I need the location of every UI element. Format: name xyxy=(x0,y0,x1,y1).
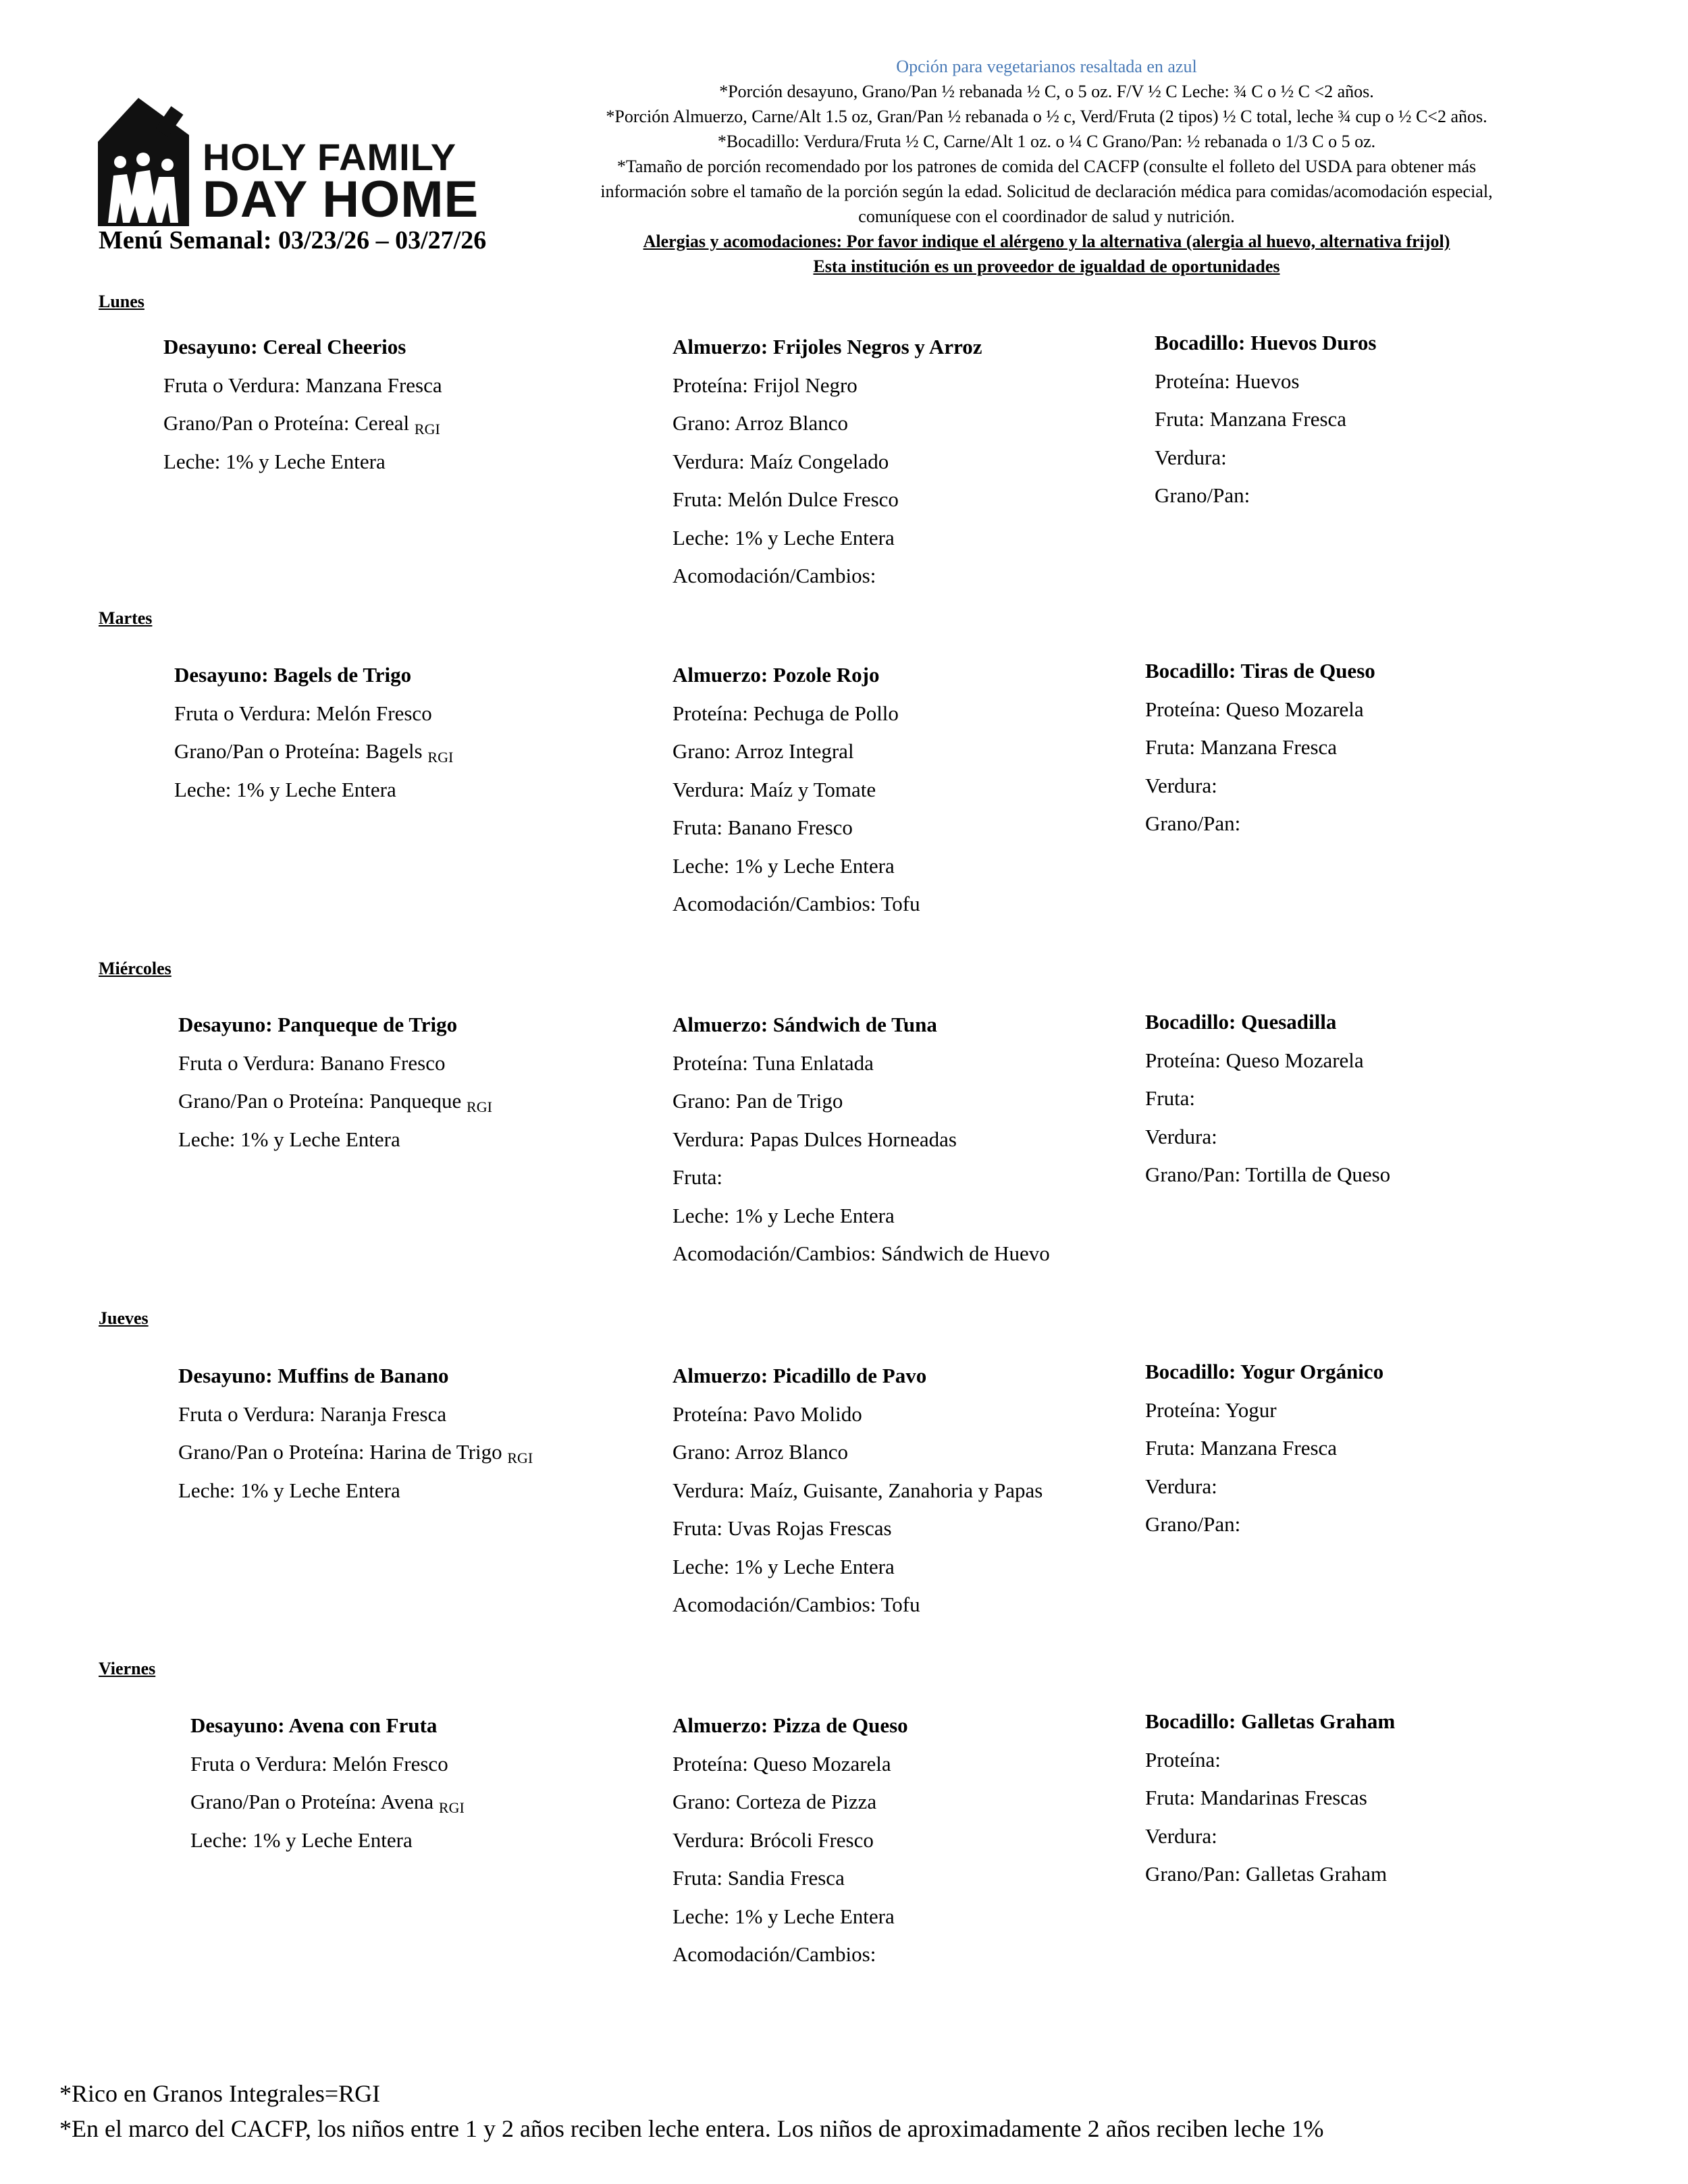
day-label-lunes: Lunes xyxy=(99,292,144,311)
breakfast-title: Desayuno: Cereal Cheerios xyxy=(163,335,406,358)
snack-protein: Proteína: Queso Mozarela xyxy=(1145,1048,1364,1072)
breakfast-milk: Leche: 1% y Leche Entera xyxy=(174,777,396,801)
vegetarian-note: Opción para vegetarianos resaltada en azul xyxy=(896,57,1197,76)
snack-title: Bocadillo: Huevos Duros xyxy=(1155,331,1377,354)
lunch-fruit: Fruta: xyxy=(672,1165,723,1189)
lunch-protein: Proteína: Pavo Molido xyxy=(672,1402,862,1426)
snack-fruit: Fruta: Manzana Fresca xyxy=(1145,1436,1338,1460)
snack-protein: Proteína: Queso Mozarela xyxy=(1145,697,1364,721)
footer-notes xyxy=(59,2076,1323,2146)
snack-grain: Grano/Pan: xyxy=(1145,811,1241,835)
lunch-accommodation: Acomodación/Cambios: xyxy=(672,1942,876,1966)
snack-martes xyxy=(1145,652,1375,843)
lunch-fruit: Fruta: Sandia Fresca xyxy=(672,1866,845,1890)
lunch-milk: Leche: 1% y Leche Entera xyxy=(672,853,895,878)
breakfast-milk: Leche: 1% y Leche Entera xyxy=(163,449,386,473)
lunch-title: Almuerzo: Sándwich de Tuna xyxy=(672,1013,937,1036)
logo-line-2: DAY HOME xyxy=(203,171,479,228)
lunch-milk: Leche: 1% y Leche Entera xyxy=(672,1554,895,1578)
snack-jueves xyxy=(1145,1353,1383,1544)
lunch-vegetable: Verdura: Maíz Congelado xyxy=(672,449,889,473)
lunch-miercoles xyxy=(672,1006,1050,1273)
snack-fruit: Fruta: xyxy=(1145,1086,1196,1110)
lunch-milk: Leche: 1% y Leche Entera xyxy=(672,525,895,550)
lunch-title: Almuerzo: Pizza de Queso xyxy=(672,1713,908,1737)
lunch-protein: Proteína: Tuna Enlatada xyxy=(672,1050,874,1075)
lunch-fruit: Fruta: Melón Dulce Fresco xyxy=(672,487,899,511)
snack-fruit: Fruta: Mandarinas Frescas xyxy=(1145,1786,1367,1809)
day-label-viernes: Viernes xyxy=(99,1659,156,1678)
snack-vegetable: Verdura: xyxy=(1145,1474,1217,1498)
lunch-grain: Grano: Arroz Blanco xyxy=(672,411,848,435)
day-label-jueves: Jueves xyxy=(99,1308,149,1328)
rgi-tag: RGI xyxy=(414,421,440,437)
breakfast-grain: Grano/Pan o Proteína: Bagels $_{RGI}$ xyxy=(174,739,454,766)
lunch-grain: Grano: Pan de Trigo xyxy=(672,1089,843,1113)
breakfast-title: Desayuno: Avena con Fruta xyxy=(190,1713,438,1737)
snack-viernes xyxy=(1145,1703,1395,1894)
day-label-martes: Martes xyxy=(99,608,153,628)
snack-vegetable: Verdura: xyxy=(1145,1124,1217,1148)
breakfast-title: Desayuno: Muffins de Banano xyxy=(178,1364,449,1387)
portion-info-line-1: *Tamaño de porción recomendado por los patrones de comida del CACFP (consulte el folleto del USDA para obtener más xyxy=(616,157,1477,176)
portion-info-line-3: comuníquese con el coordinador de salud y nutrición. xyxy=(858,207,1235,226)
breakfast-fruit: Fruta o Verdura: Manzana Fresca xyxy=(163,373,442,397)
snack-title: Bocadillo: Tiras de Queso xyxy=(1145,659,1375,683)
lunch-title: Almuerzo: Frijoles Negros y Arroz xyxy=(672,335,982,358)
lunch-fruit: Fruta: Banano Fresco xyxy=(672,816,853,839)
snack-protein: Proteína: Huevos xyxy=(1155,369,1300,393)
breakfast-fruit: Fruta o Verdura: Melón Fresco xyxy=(174,701,432,725)
breakfast-fruit: Fruta o Verdura: Naranja Fresca xyxy=(178,1402,447,1426)
lunch-accommodation: Acomodación/Cambios: Tofu xyxy=(672,892,920,915)
logo xyxy=(95,95,479,230)
breakfast-title: Desayuno: Panqueque de Trigo xyxy=(178,1013,458,1036)
lunch-grain: Grano: Arroz Blanco xyxy=(672,1440,848,1464)
logo-line-1: HOLY FAMILY xyxy=(203,136,457,178)
snack-title: Bocadillo: Quesadilla xyxy=(1145,1010,1337,1034)
breakfast-grain: Grano/Pan o Proteína: Panqueque $_{RGI}$ xyxy=(178,1089,492,1115)
lunch-milk: Leche: 1% y Leche Entera xyxy=(672,1904,895,1928)
snack-title: Bocadillo: Yogur Orgánico xyxy=(1145,1360,1384,1383)
lunch-title: Almuerzo: Picadillo de Pavo xyxy=(672,1364,927,1387)
snack-fruit: Fruta: Manzana Fresca xyxy=(1155,407,1347,431)
lunch-accommodation: Acomodación/Cambios: xyxy=(672,564,876,587)
breakfast-miercoles xyxy=(178,1006,492,1158)
breakfast-milk: Leche: 1% y Leche Entera xyxy=(178,1478,400,1502)
snack-grain: Grano/Pan: Tortilla de Queso xyxy=(1145,1163,1391,1186)
lunch-portion-note: *Porción Almuerzo, Carne/Alt 1.5 oz, Gran/Pan ½ rebanada o ½ c, Verd/Fruta (2 tipos) ½ C total, leche ¾ cup o ½ C<2 años. xyxy=(606,107,1487,126)
snack-fruit: Fruta: Manzana Fresca xyxy=(1145,735,1338,759)
snack-vegetable: Verdura: xyxy=(1145,773,1217,797)
snack-lunes xyxy=(1155,324,1376,515)
lunch-protein: Proteína: Frijol Negro xyxy=(672,373,858,397)
lunch-lunes xyxy=(672,328,982,595)
equal-opportunity-note: Esta institución es un proveedor de igualdad de oportunidades xyxy=(813,257,1280,276)
lunch-viernes xyxy=(672,1707,908,1974)
snack-grain: Grano/Pan: xyxy=(1155,483,1250,507)
snack-portion-note: *Bocadillo: Verdura/Fruta ½ C, Carne/Alt 1 oz. o ¼ C Grano/Pan: ½ rebanada o 1/3 C o 5 oz. xyxy=(717,132,1376,151)
rgi-tag: RGI xyxy=(427,749,454,766)
lunch-jueves xyxy=(672,1357,1043,1624)
lunch-accommodation: Acomodación/Cambios: Sándwich de Huevo xyxy=(672,1242,1050,1265)
week-title: Menú Semanal: 03/23/26 – 03/27/26 xyxy=(99,226,487,255)
snack-vegetable: Verdura: xyxy=(1155,445,1227,469)
snack-vegetable: Verdura: xyxy=(1145,1823,1217,1848)
breakfast-lunes xyxy=(163,328,442,481)
breakfast-portion-note: *Porción desayuno, Grano/Pan ½ rebanada ½ C, o 5 oz. F/V ½ C Leche: ¾ C o ½ C <2 años. xyxy=(719,82,1374,101)
lunch-vegetable: Verdura: Maíz y Tomate xyxy=(672,777,876,801)
lunch-title: Almuerzo: Pozole Rojo xyxy=(672,663,880,687)
breakfast-fruit: Fruta o Verdura: Banano Fresco xyxy=(178,1050,446,1075)
breakfast-grain: Grano/Pan o Proteína: Avena $_{RGI}$ xyxy=(190,1790,465,1816)
breakfast-title: Desayuno: Bagels de Trigo xyxy=(174,663,412,687)
snack-title: Bocadillo: Galletas Graham xyxy=(1145,1709,1396,1733)
header-notes xyxy=(527,54,1566,279)
lunch-martes xyxy=(672,656,920,924)
lunch-grain: Grano: Corteza de Pizza xyxy=(672,1790,877,1813)
lunch-vegetable: Verdura: Brócoli Fresco xyxy=(672,1828,874,1852)
lunch-fruit: Fruta: Uvas Rojas Frescas xyxy=(672,1516,892,1540)
breakfast-grain: Grano/Pan o Proteína: Harina de Trigo $_{RGI}$ xyxy=(178,1440,533,1466)
breakfast-milk: Leche: 1% y Leche Entera xyxy=(178,1127,400,1151)
rgi-tag: RGI xyxy=(507,1449,533,1466)
breakfast-viernes xyxy=(190,1707,465,1859)
lunch-protein: Proteína: Pechuga de Pollo xyxy=(672,701,899,725)
rgi-note: *Rico en Granos Integrales=RGI xyxy=(59,2080,381,2107)
lunch-vegetable: Verdura: Papas Dulces Horneadas xyxy=(672,1127,957,1151)
lunch-accommodation: Acomodación/Cambios: Tofu xyxy=(672,1593,920,1616)
lunch-vegetable: Verdura: Maíz, Guisante, Zanahoria y Papas xyxy=(672,1478,1043,1502)
snack-protein: Proteína: xyxy=(1145,1747,1221,1772)
snack-protein: Proteína: Yogur xyxy=(1145,1397,1277,1422)
breakfast-jueves xyxy=(178,1357,533,1510)
rgi-tag: RGI xyxy=(438,1799,465,1816)
breakfast-martes xyxy=(174,656,453,809)
breakfast-milk: Leche: 1% y Leche Entera xyxy=(190,1828,413,1852)
rgi-tag: RGI xyxy=(467,1098,492,1115)
portion-info-line-2: información sobre el tamaño de la porción según la edad. Solicitud de declaración médica para comidas/acomodación especial, xyxy=(600,182,1493,201)
allergies-note: Alergias y acomodaciones: Por favor indique el alérgeno y la alternativa (alergia al huevo, alternativa frijol) xyxy=(643,232,1450,251)
breakfast-grain: Grano/Pan o Proteína: Cereal $_{RGI}$ xyxy=(163,411,440,437)
lunch-grain: Grano: Arroz Integral xyxy=(672,739,854,763)
snack-grain: Grano/Pan: xyxy=(1145,1512,1241,1536)
breakfast-fruit: Fruta o Verdura: Melón Fresco xyxy=(190,1751,448,1776)
snack-miercoles xyxy=(1145,1003,1390,1194)
lunch-milk: Leche: 1% y Leche Entera xyxy=(672,1203,895,1227)
milk-note: *En el marco del CACFP, los niños entre 1 y 2 años reciben leche entera. Los niños de aproximadamente 2 años reciben leche 1% xyxy=(59,2115,1324,2142)
house-family-icon xyxy=(95,95,196,230)
snack-grain: Grano/Pan: Galletas Graham xyxy=(1145,1862,1388,1886)
day-label-miercoles: Miércoles xyxy=(99,959,172,978)
lunch-protein: Proteína: Queso Mozarela xyxy=(672,1751,891,1776)
